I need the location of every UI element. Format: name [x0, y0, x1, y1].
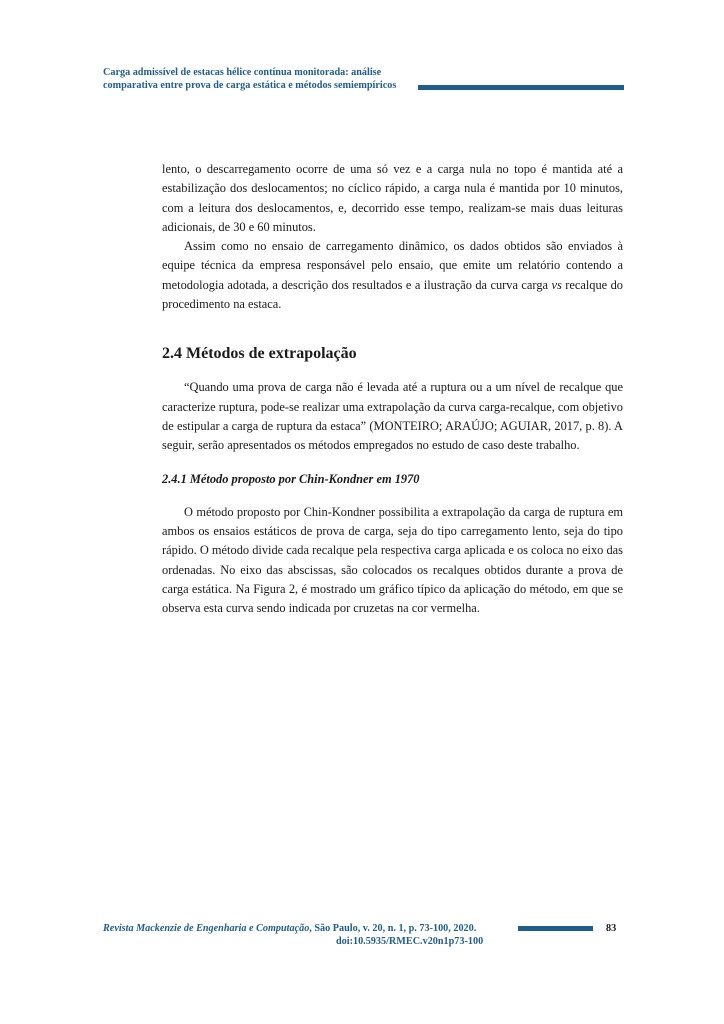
subsection-heading: 2.4.1 Método proposto por Chin-Kondner em 1970 — [162, 471, 420, 486]
citation-details: , São Paulo, v. 20, n. 1, p. 73-100, 2020. — [309, 923, 477, 934]
footer-accent-bar — [518, 926, 593, 931]
paragraph-text: recalque do procedimento na estaca. — [162, 277, 623, 312]
running-header-line-1: Carga admissível de estacas hélice contínua monitorada: análise — [103, 67, 382, 78]
doi: doi:10.5935/RMEC.v20n1p73-100 — [336, 936, 484, 947]
running-header-line-2: comparativa entre prova de carga estática e métodos semiempíricos — [103, 80, 397, 91]
page-number: 83 — [606, 923, 617, 934]
paragraph-results-report — [162, 237, 623, 314]
header-accent-bar — [418, 85, 624, 90]
versus-abbreviation: vs — [551, 277, 562, 292]
paragraph-text: Assim como no ensaio de carregamento dinâmico, os dados obtidos são enviados à equipe técnica da empresa responsável pelo ensaio, que emite um relatório contendo a metodologia adotada, a descrição dos resultados e a ilustração da curva carga — [162, 239, 623, 292]
paragraph-continuation: lento, o descarregamento ocorre de uma só vez e a carga nula no topo é mantida até a estabilização dos deslocamentos; no cíclico rápido, a carga nula é mantida por 10 minutos, com a leitura dos deslocamentos, e, decorrido esse tempo, realizam-se mais duas leituras adicionais, de 30 e 60 minutos. — [162, 162, 623, 234]
article-body — [162, 160, 623, 619]
paragraph-quote: “Quando uma prova de carga não é levada até a ruptura ou a um nível de recalque que caracterize ruptura, pode-se realizar uma extrapolação da curva carga-recalque, com objetivo de estipular a carga de ruptura da estaca” (MONTEIRO; ARAÚJO; AGUIAR, 2017, p. 8). A seguir, serão apresentados os métodos empregados no estudo de caso deste trabalho. — [162, 380, 623, 453]
journal-name: Revista Mackenzie de Engenharia e Computação — [103, 923, 310, 934]
paragraph-chin-kondner: O método proposto por Chin-Kondner possibilita a extrapolação da carga de ruptura em ambos os ensaios estáticos de prova de carga, seja do tipo carregamento lento, seja do tipo rápido. O método divide cada recalque pela respectiva carga aplicada e os coloca no eixo das ordenadas. No eixo das abscissas, são colocados os recalques obtidos durante a prova de carga estática. Na Figura 2, é mostrado um gráfico típico da aplicação do método, em que se observa esta curva sendo indicada por cruzetas na cor vermelha. — [162, 504, 623, 616]
section-heading: 2.4 Métodos de extrapolação — [162, 345, 357, 363]
